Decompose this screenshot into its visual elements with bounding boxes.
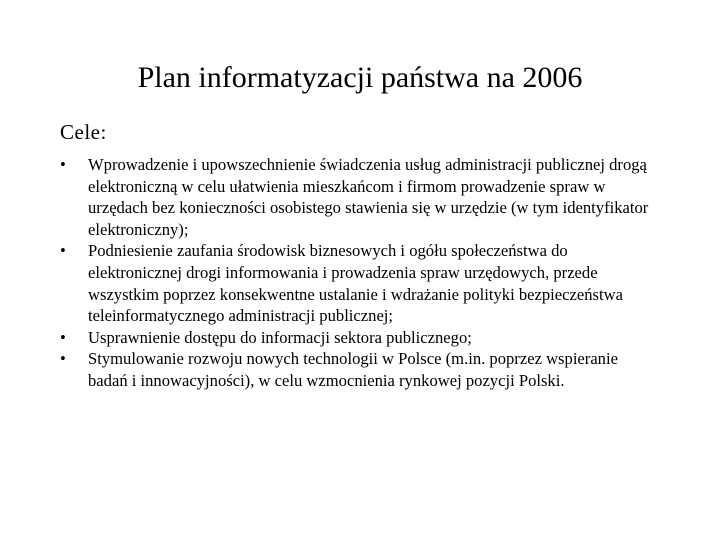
bullet-list bbox=[60, 154, 660, 392]
bullet-item bbox=[60, 240, 660, 326]
bullet-item bbox=[60, 327, 660, 349]
bullet-text: Wprowadzenie i upowszechnienie świadczenia usług administracji publicznej drogą elektroniczną w celu ułatwienia mieszkańcom i firmom prowadzenie spraw w urzędach bez konieczności osobistego stawienia się w urzędzie (w tym identyfikator elektroniczny); bbox=[88, 155, 649, 239]
bullet-text: Stymulowanie rozwoju nowych technologii w Polsce (m.in. poprzez wspieranie badań i innowacyjności), w celu wzmocnienia rynkowej pozycji Polski. bbox=[88, 349, 618, 390]
bullet-item bbox=[60, 348, 660, 391]
slide-subtitle: Cele: bbox=[60, 120, 107, 144]
slide-title: Plan informatyzacji państwa na 2006 bbox=[137, 61, 583, 94]
bullet-icon: • bbox=[60, 327, 66, 347]
bullet-icon: • bbox=[60, 241, 66, 261]
bullet-icon: • bbox=[60, 349, 66, 369]
bullet-text: Podniesienie zaufania środowisk biznesowych i ogółu społeczeństwa do elektronicznej drogi informowania i prowadzenia spraw urzędowych, przede wszystkim poprzez konsekwentne ustalanie i wdrażanie polityki bezpieczeństwa teleinformatycznego administracji publicznej; bbox=[88, 241, 623, 326]
bullet-icon: • bbox=[60, 155, 66, 174]
bullet-item bbox=[60, 154, 660, 240]
bullet-text: Usprawnienie dostępu do informacji sektora publicznego; bbox=[88, 327, 472, 347]
